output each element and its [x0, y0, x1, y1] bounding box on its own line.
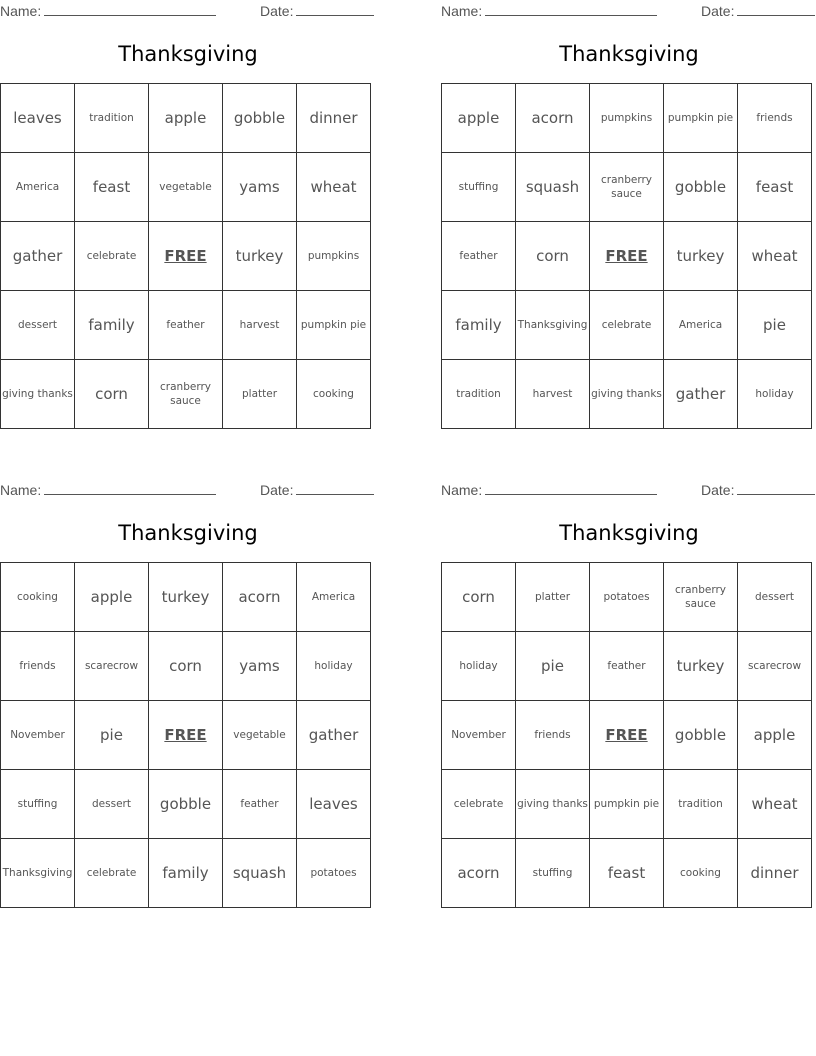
bingo-cell: celebrate	[75, 839, 149, 908]
bingo-cell: apple	[442, 84, 516, 153]
bingo-cell: dinner	[297, 84, 371, 153]
bingo-cell: gobble	[664, 701, 738, 770]
bingo-cell: cooking	[664, 839, 738, 908]
bingo-cell: potatoes	[297, 839, 371, 908]
card-header	[0, 0, 376, 20]
name-label: Name:	[0, 482, 42, 498]
card-header	[0, 479, 376, 499]
bingo-cell: leaves	[297, 770, 371, 839]
bingo-cell: apple	[75, 563, 149, 632]
grid-row	[1, 770, 371, 839]
bingo-cell: acorn	[516, 84, 590, 153]
bingo-cell: holiday	[442, 632, 516, 701]
bingo-cell: dessert	[738, 563, 812, 632]
bingo-cell: vegetable	[149, 153, 223, 222]
grid-row	[1, 291, 371, 360]
bingo-card-2	[441, 0, 816, 433]
bingo-cell: November	[1, 701, 75, 770]
bingo-grid	[441, 562, 812, 908]
bingo-cell: tradition	[75, 84, 149, 153]
date-label: Date:	[260, 3, 294, 19]
bingo-cell: dessert	[1, 291, 75, 360]
bingo-cell: yams	[223, 153, 297, 222]
bingo-grid	[441, 83, 812, 429]
bingo-cell: corn	[442, 563, 516, 632]
bingo-cell: feather	[590, 632, 664, 701]
bingo-cell: vegetable	[223, 701, 297, 770]
bingo-cell: turkey	[223, 222, 297, 291]
grid-row	[442, 839, 812, 908]
grid-row	[1, 84, 371, 153]
bingo-cell: dessert	[75, 770, 149, 839]
grid-row	[442, 84, 812, 153]
bingo-cell: cooking	[297, 360, 371, 429]
date-field[interactable]	[701, 2, 815, 19]
name-field[interactable]	[0, 481, 216, 498]
bingo-cell: feather	[442, 222, 516, 291]
bingo-cell: apple	[149, 84, 223, 153]
name-label: Name:	[441, 3, 483, 19]
bingo-cell: corn	[516, 222, 590, 291]
bingo-cell: yams	[223, 632, 297, 701]
date-blank-line[interactable]	[296, 2, 374, 16]
grid-row	[442, 701, 812, 770]
bingo-cell: pumpkin pie	[297, 291, 371, 360]
date-label: Date:	[701, 3, 735, 19]
bingo-cell: gather	[1, 222, 75, 291]
bingo-cell: harvest	[516, 360, 590, 429]
bingo-cell: cranberry sauce	[590, 153, 664, 222]
bingo-card-4	[441, 479, 816, 912]
bingo-cell: pumpkin pie	[664, 84, 738, 153]
date-field[interactable]	[260, 2, 374, 19]
bingo-cell: scarecrow	[738, 632, 812, 701]
bingo-cell: cranberry sauce	[149, 360, 223, 429]
bingo-cell: pie	[516, 632, 590, 701]
grid-row	[442, 360, 812, 429]
grid-row	[1, 839, 371, 908]
bingo-cell: turkey	[149, 563, 223, 632]
bingo-cell: feather	[223, 770, 297, 839]
bingo-cell: feather	[149, 291, 223, 360]
bingo-cell: leaves	[1, 84, 75, 153]
card-header	[441, 0, 816, 20]
name-label: Name:	[441, 482, 483, 498]
date-blank-line[interactable]	[737, 2, 815, 16]
grid-row	[442, 632, 812, 701]
bingo-cell: feast	[590, 839, 664, 908]
bingo-cell: gather	[664, 360, 738, 429]
bingo-cell: family	[75, 291, 149, 360]
bingo-cell: celebrate	[590, 291, 664, 360]
bingo-cell: squash	[516, 153, 590, 222]
bingo-cell: corn	[149, 632, 223, 701]
bingo-cell: cooking	[1, 563, 75, 632]
bingo-cell: America	[297, 563, 371, 632]
card-title: Thanksgiving	[118, 521, 258, 545]
bingo-cell: turkey	[664, 222, 738, 291]
grid-row	[442, 222, 812, 291]
bingo-cell: acorn	[223, 563, 297, 632]
free-space: FREE	[149, 701, 223, 770]
bingo-cell: gather	[297, 701, 371, 770]
bingo-cell: America	[664, 291, 738, 360]
bingo-cell: family	[442, 291, 516, 360]
date-blank-line[interactable]	[296, 481, 374, 495]
bingo-cell: giving thanks	[590, 360, 664, 429]
date-label: Date:	[701, 482, 735, 498]
name-field[interactable]	[0, 2, 216, 19]
bingo-cell: wheat	[297, 153, 371, 222]
bingo-cell: wheat	[738, 222, 812, 291]
bingo-cell: November	[442, 701, 516, 770]
bingo-cell: giving thanks	[516, 770, 590, 839]
grid-row	[442, 563, 812, 632]
bingo-cell: potatoes	[590, 563, 664, 632]
bingo-cell: giving thanks	[1, 360, 75, 429]
bingo-cell: celebrate	[442, 770, 516, 839]
bingo-cell: dinner	[738, 839, 812, 908]
grid-row	[442, 153, 812, 222]
bingo-cell: gobble	[149, 770, 223, 839]
grid-row	[1, 222, 371, 291]
grid-row	[1, 632, 371, 701]
name-label: Name:	[0, 3, 42, 19]
card-title: Thanksgiving	[118, 42, 258, 66]
bingo-cell: scarecrow	[75, 632, 149, 701]
bingo-cell: stuffing	[442, 153, 516, 222]
grid-row	[442, 770, 812, 839]
bingo-cell: feast	[738, 153, 812, 222]
date-label: Date:	[260, 482, 294, 498]
bingo-cell: pie	[75, 701, 149, 770]
bingo-cell: celebrate	[75, 222, 149, 291]
bingo-cell: gobble	[664, 153, 738, 222]
name-blank-line[interactable]	[485, 481, 657, 495]
bingo-cell: pumpkins	[297, 222, 371, 291]
bingo-cell: tradition	[442, 360, 516, 429]
card-title: Thanksgiving	[559, 42, 699, 66]
bingo-card-3	[0, 479, 376, 912]
card-header	[441, 479, 816, 499]
name-blank-line[interactable]	[485, 2, 657, 16]
bingo-cell: America	[1, 153, 75, 222]
bingo-grid	[0, 83, 371, 429]
bingo-cell: friends	[516, 701, 590, 770]
bingo-cell: corn	[75, 360, 149, 429]
bingo-cell: holiday	[297, 632, 371, 701]
bingo-cell: holiday	[738, 360, 812, 429]
bingo-cell: friends	[1, 632, 75, 701]
bingo-cell: tradition	[664, 770, 738, 839]
bingo-cell: pumpkin pie	[590, 770, 664, 839]
bingo-cell: wheat	[738, 770, 812, 839]
bingo-cell: harvest	[223, 291, 297, 360]
free-space: FREE	[149, 222, 223, 291]
bingo-cell: friends	[738, 84, 812, 153]
bingo-grid	[0, 562, 371, 908]
date-field[interactable]	[260, 481, 374, 498]
bingo-cell: Thanksgiving	[516, 291, 590, 360]
card-title: Thanksgiving	[559, 521, 699, 545]
bingo-cell: platter	[223, 360, 297, 429]
bingo-cell: Thanksgiving	[1, 839, 75, 908]
grid-row	[1, 701, 371, 770]
name-blank-line[interactable]	[44, 481, 216, 495]
bingo-cell: squash	[223, 839, 297, 908]
free-space: FREE	[590, 222, 664, 291]
bingo-cell: apple	[738, 701, 812, 770]
bingo-cell: gobble	[223, 84, 297, 153]
date-blank-line[interactable]	[737, 481, 815, 495]
bingo-cell: family	[149, 839, 223, 908]
bingo-cell: stuffing	[1, 770, 75, 839]
bingo-cell: platter	[516, 563, 590, 632]
bingo-cell: feast	[75, 153, 149, 222]
name-blank-line[interactable]	[44, 2, 216, 16]
name-field[interactable]	[441, 481, 657, 498]
grid-row	[1, 153, 371, 222]
bingo-card-1	[0, 0, 376, 433]
bingo-cell: turkey	[664, 632, 738, 701]
free-space: FREE	[590, 701, 664, 770]
grid-row	[442, 291, 812, 360]
bingo-cell: cranberry sauce	[664, 563, 738, 632]
bingo-cell: pumpkins	[590, 84, 664, 153]
bingo-cell: stuffing	[516, 839, 590, 908]
date-field[interactable]	[701, 481, 815, 498]
bingo-cell: acorn	[442, 839, 516, 908]
name-field[interactable]	[441, 2, 657, 19]
grid-row	[1, 360, 371, 429]
bingo-cell: pie	[738, 291, 812, 360]
grid-row	[1, 563, 371, 632]
